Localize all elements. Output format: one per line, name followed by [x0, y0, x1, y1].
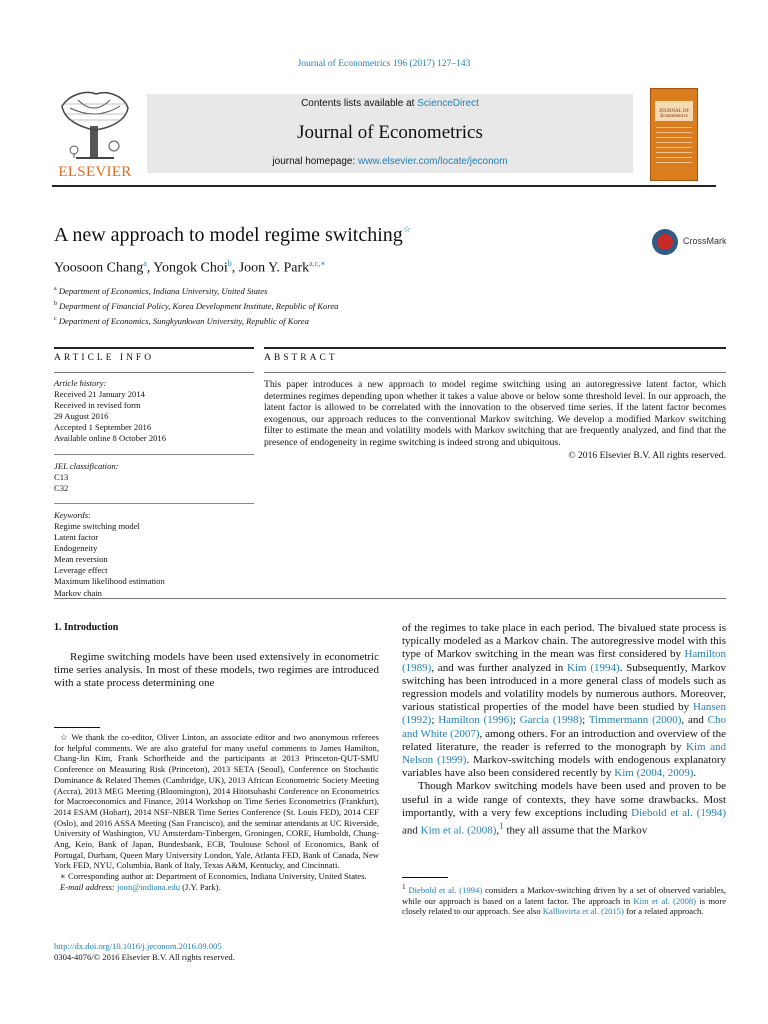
affiliation-mark: b	[54, 300, 57, 307]
info-separator	[54, 454, 254, 455]
intro-right-column	[402, 622, 726, 838]
affiliation	[54, 313, 338, 328]
citation-link[interactable]: Kim et al. (2008)	[633, 895, 697, 906]
history-item: Accepted 1 September 2016	[54, 422, 152, 433]
info-top-rule	[54, 347, 254, 349]
text-run: for a related approach.	[623, 906, 704, 917]
email-label: E-mail address:	[60, 881, 117, 892]
article-history	[54, 378, 254, 445]
journal-info-box	[147, 94, 633, 173]
abstract-copyright: © 2016 Elsevier B.V. All rights reserved.	[568, 449, 726, 461]
intro-left-paragraph: Regime switching models have been used extensively in econometric time series analysis. In most of these models, two regimes are introduced with a state process determining one	[54, 651, 379, 690]
keyword: Markov chain	[54, 587, 102, 598]
text-run: Though Markov switching models have been used and proven to be useful in a wide range of contexts, they have some drawbacks. Most importantly, with a very few exceptions including	[402, 780, 726, 819]
history-item: Received 21 January 2014	[54, 389, 145, 400]
intro-paragraph	[402, 622, 726, 780]
jel-classification	[54, 461, 254, 494]
abstract-heading: ABSTRACT	[264, 353, 338, 363]
keyword: Regime switching model	[54, 520, 140, 531]
crossmark-label: CrossMark	[683, 236, 727, 246]
affiliation-mark: a	[54, 286, 57, 292]
author-list	[54, 259, 326, 277]
cover-title: JOURNAL OF Econometrics	[658, 109, 690, 119]
citation-link[interactable]: Hansen (1992)	[402, 701, 726, 727]
citation-link[interactable]: Kim (1994)	[567, 661, 620, 674]
citation-link[interactable]: Kim and Nelson (1999)	[402, 740, 726, 767]
author-name[interactable]: Yoosoon Chang	[54, 260, 144, 276]
info-head-rule	[54, 372, 254, 373]
author-separator: ,	[146, 260, 154, 276]
text-run: ,	[496, 824, 500, 837]
article-title	[54, 224, 411, 247]
email-link[interactable]: joon@indiana.edu	[116, 881, 181, 892]
article-info-heading: ARTICLE INFO	[54, 353, 155, 363]
citation-link[interactable]: Kalliovirta et al. (2015)	[542, 906, 624, 917]
author-name[interactable]: Joon Y. Park	[238, 260, 310, 276]
citation-link[interactable]: Kim (2004, 2009)	[614, 767, 694, 780]
footnote-1-text	[402, 882, 726, 917]
affiliation-text: Department of Financial Policy, Korea Development Institute, Republic of Korea	[59, 300, 339, 311]
history-heading: Article history:	[54, 378, 107, 388]
affiliations	[54, 283, 338, 328]
affiliation	[54, 283, 338, 298]
journal-homepage-link[interactable]: www.elsevier.com/locate/jeconom	[358, 156, 508, 167]
text-run: ;	[431, 714, 439, 727]
keyword: Latent factor	[54, 532, 99, 543]
journal-cover[interactable]	[650, 88, 698, 181]
sciencedirect-link[interactable]: ScienceDirect	[417, 98, 479, 109]
doi-block	[54, 941, 235, 962]
footnote-rule	[54, 727, 100, 728]
jel-heading: JEL classification:	[54, 460, 119, 471]
title-footnote-mark[interactable]: ☆	[402, 224, 411, 234]
abstract	[264, 379, 726, 461]
abstract-bottom-rule	[54, 598, 726, 599]
crossmark-badge[interactable]	[652, 227, 732, 257]
text-run: , and was further analyzed in	[431, 661, 568, 674]
contents-line	[147, 98, 633, 109]
acknowledgement-footnote: ☆ We thank the co-editor, Oliver Linton, an associate editor and two anonymous referees for helpful comments. We are also grateful for many useful comments to James Hamilton, Chang-Jin Kim, Frank Schorfheide and the participants at 2013 Princeton-QUT-SMU Conference on Measuring Risk (Princeton), 2013 SETA (Seoul), Conference on Stochastic Dominance & Related Themes (Cambridge, UK), 2013 African Econometric Society Meeting (Accra), 2013 MEG Meeting (Bloomington), 2014 Hitotsubashi Conference on Econometrics for Macroeconomics and Finance, 2014 Workshop on Time Series Econometrics (Frankfurt), 2014 ESAM (Hobart), 2014 NSF-NBER Time Series Conference (St. Louis FED), 2014 CEF (Oslo), and 2016 ASSA Meeting (San Francisco), and the seminar attendants at UC Riverside, University of Washington, VU Amsterdam-Tinbergen, Groningen, CORE, Humboldt, Chung-Ang, Keio, Bank of Japan, Bundesbank, ECB, Toulouse School of Economics, Bank of Portugal, Durham, Queen Mary University London, Yale, Atlanta FED, Bank of Canada, New York FED, NYU, Columbia, Bank of Italy, Texas A&M, Kentucky, and Cincinnati.	[54, 732, 379, 871]
footnote-1	[402, 877, 726, 917]
homepage-line	[147, 156, 633, 167]
text-run: ;	[512, 714, 520, 727]
jel-code: C32	[54, 482, 69, 493]
footnote-1-body	[402, 885, 726, 916]
author-affil-mark[interactable]: b	[227, 259, 232, 268]
text-run: , and	[681, 714, 708, 727]
author-affil-mark[interactable]: a	[143, 259, 147, 268]
text-run: of the regimes to take place in each period. The bivalued state process is typically modeled as a Markov chain. The autoregressive model with this type of Markov switching in the mean was first considered by	[402, 622, 726, 661]
text-run: is more closely related to our approach. See also	[402, 895, 727, 917]
text-run: .	[693, 767, 697, 780]
jel-code: C13	[54, 471, 69, 482]
corresponding-author-footnote: ∗ Corresponding author at: Department of Economics, Indiana University, United States.	[60, 871, 367, 882]
title-text: A new approach to model regime switching	[54, 224, 403, 246]
history-item: Available online 8 October 2016	[54, 433, 167, 444]
affiliation	[54, 298, 338, 313]
elsevier-logo[interactable]	[52, 88, 138, 182]
author-separator: ,	[231, 260, 239, 276]
elsevier-tree-icon	[56, 90, 134, 164]
abstract-text: This paper introduces a new approach to model regime switching using an autoregressive latent factor, which determines regimes depending upon whether it takes a value above or below some threshold level. In our approach, the latent factor is allowed to be correlated with the innovation to the observed time series. If the latent factor becomes exogenous, our approach reduces to the conventional Markov switching. We develop a modified Markov switching filter to estimate the mean and volatility models with Markov switching that are frequently analyzed, and find that the presence of endogeneity in regime switching is indeed strong and ubiquitous.	[264, 379, 726, 448]
footnote-ref[interactable]: 1	[499, 821, 504, 832]
footnote-1-mark: 1	[402, 883, 406, 891]
banner-rule	[52, 185, 716, 187]
email-suffix: (J.Y. Park).	[180, 881, 221, 892]
keyword: Endogeneity	[54, 543, 98, 554]
email-line	[54, 882, 379, 893]
crossmark-inner-icon	[657, 234, 673, 250]
citation-link[interactable]: Diebold et al. (1994)	[408, 884, 483, 895]
citation-link[interactable]: Hamilton (1989)	[402, 648, 726, 674]
journal-banner	[52, 88, 716, 182]
front-footnotes	[54, 727, 379, 893]
affiliation-mark: c	[54, 315, 57, 322]
citation-link[interactable]: Timmermann (2000)	[588, 714, 682, 727]
cover-contents	[656, 127, 692, 167]
abstract-top-rule	[264, 347, 726, 349]
author-affil-mark[interactable]: a,c,∗	[309, 259, 326, 268]
intro-paragraph	[402, 780, 726, 837]
article-info	[54, 378, 254, 608]
keyword: Mean reversion	[54, 554, 108, 565]
footnote-block	[54, 732, 379, 893]
section-heading: 1. Introduction	[54, 622, 119, 633]
contents-prefix: Contents lists available at	[301, 98, 418, 109]
issn-line: 0304-4076/© 2016 Elsevier B.V. All rights reserved.	[54, 951, 235, 962]
doi-link[interactable]: http://dx.doi.org/10.1016/j.jeconom.2016.09.005	[54, 941, 222, 951]
keywords	[54, 510, 254, 599]
text-run: ;	[582, 714, 589, 727]
text-run: . Markov-switching models with endogenous explanatory variables have also been considered recently by	[402, 754, 726, 780]
elsevier-wordmark: ELSEVIER	[58, 164, 132, 180]
citation-link[interactable]: Cho and White (2007)	[402, 714, 726, 740]
author-name[interactable]: Yongok Choi	[153, 260, 228, 276]
text-run: . Subsequently, Markov switching has been introduced in a more general class of models such as regression models and volatility models by numerous authors. Moreover, various statistical properties of the model have been studied by	[402, 661, 727, 714]
journal-name: Journal of Econometrics	[297, 122, 483, 143]
abstract-head-rule	[264, 372, 726, 373]
keyword: Leverage effect	[54, 565, 108, 576]
keywords-heading: Keywords:	[54, 509, 91, 520]
affiliation-text: Department of Economics, Indiana University, United States	[58, 285, 268, 296]
affiliation-text: Department of Economics, Sungkyunkwan University, Republic of Korea	[58, 315, 309, 326]
citation-link[interactable]: Diebold et al. (1994)	[631, 806, 726, 819]
text-run: , among others. For an introduction and overview of the related literature, the reader is referred to the monograph by	[402, 727, 726, 753]
citation-link[interactable]: Hamilton (1996)	[438, 714, 513, 727]
text-run: and	[402, 824, 421, 837]
homepage-prefix: journal homepage:	[272, 156, 359, 167]
footnote-rule	[402, 877, 448, 878]
text-run: they all assume that the Markov	[503, 824, 648, 837]
history-item: Received in revised form	[54, 400, 141, 411]
text-run: considers a Markov-switching driven by a set of observed variables, while our approach is based on a latent factor. The approach in	[402, 884, 726, 906]
keyword: Maximum likelihood estimation	[54, 576, 165, 587]
info-separator	[54, 503, 254, 504]
history-item: 29 August 2016	[54, 411, 109, 422]
journal-citation[interactable]: Journal of Econometrics 196 (2017) 127–143	[297, 59, 471, 69]
citation-link[interactable]: Kim et al. (2008)	[420, 824, 497, 837]
citation-link[interactable]: Garcia (1998)	[519, 714, 583, 727]
